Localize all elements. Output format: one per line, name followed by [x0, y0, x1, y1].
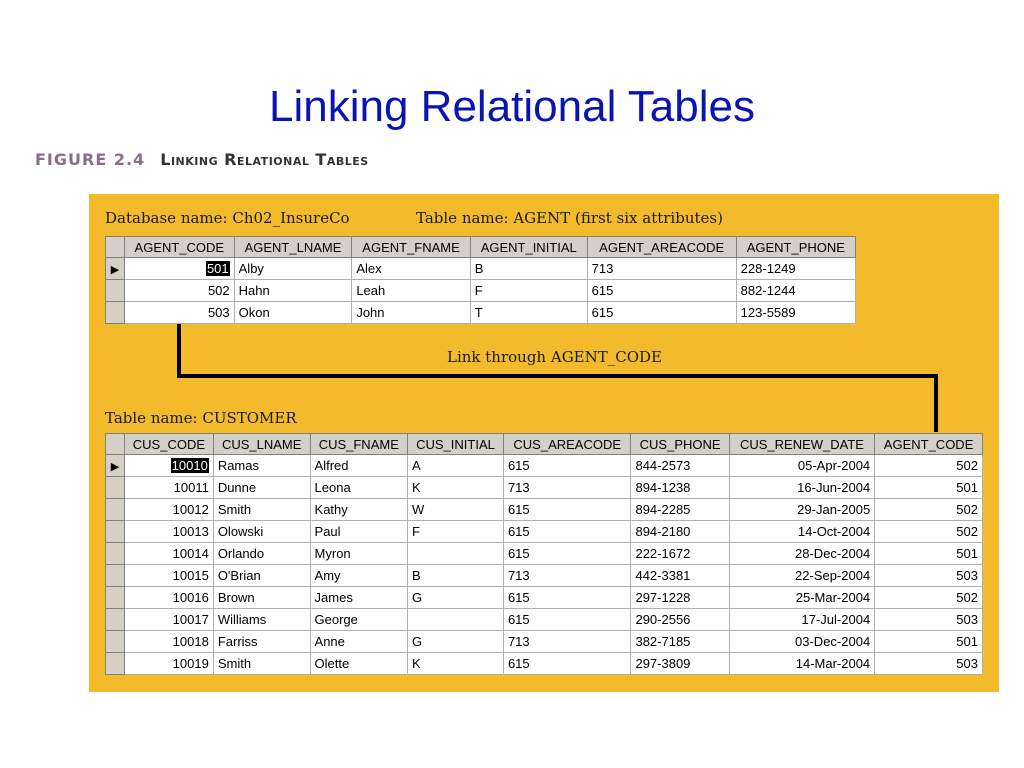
table-row[interactable]: [106, 258, 856, 280]
table-cell[interactable]: 29-Jan-2005: [729, 499, 874, 521]
link-line-horizontal: [177, 374, 938, 378]
table-cell[interactable]: K: [408, 653, 504, 675]
table-cell[interactable]: Leona: [310, 477, 408, 499]
cus-code-cell[interactable]: 10019: [125, 653, 214, 675]
cus-code-cell[interactable]: 10018: [125, 631, 214, 653]
table-cell[interactable]: 14-Mar-2004: [729, 653, 874, 675]
record-selector[interactable]: [106, 587, 125, 609]
table-cell[interactable]: Kathy: [310, 499, 408, 521]
table-cell[interactable]: 882-1244: [736, 280, 855, 302]
record-selector[interactable]: [106, 477, 125, 499]
table-cell[interactable]: T: [470, 302, 587, 324]
customer-table: [105, 433, 983, 675]
table-cell[interactable]: [408, 609, 504, 631]
customer-col-header[interactable]: AGENT_CODE: [875, 434, 983, 455]
table-cell[interactable]: 844-2573: [631, 455, 729, 477]
table-cell[interactable]: 713: [503, 631, 631, 653]
table-cell[interactable]: 25-Mar-2004: [729, 587, 874, 609]
table-cell[interactable]: Myron: [310, 543, 408, 565]
table-cell[interactable]: Smith: [213, 499, 310, 521]
customer-col-header[interactable]: CUS_PHONE: [631, 434, 729, 455]
table-cell[interactable]: 894-1238: [631, 477, 729, 499]
table-cell[interactable]: 615: [587, 302, 736, 324]
table-cell[interactable]: 713: [503, 477, 631, 499]
record-selector[interactable]: [106, 302, 125, 324]
table-cell[interactable]: 615: [587, 280, 736, 302]
table-cell[interactable]: Alby: [234, 258, 352, 280]
agent-code-cell[interactable]: 503: [875, 565, 983, 587]
table-cell[interactable]: F: [408, 521, 504, 543]
table-cell[interactable]: Hahn: [234, 280, 352, 302]
table-cell[interactable]: Ramas: [213, 455, 310, 477]
agent-code-cell[interactable]: 502: [875, 499, 983, 521]
table-cell[interactable]: Olowski: [213, 521, 310, 543]
agent-col-header[interactable]: AGENT_AREACODE: [587, 237, 736, 258]
agent-code-cell[interactable]: 501: [125, 258, 235, 280]
table-cell[interactable]: Leah: [352, 280, 470, 302]
link-label: Link through AGENT_CODE: [447, 348, 663, 366]
agent-code-cell[interactable]: 502: [875, 521, 983, 543]
table-cell[interactable]: James: [310, 587, 408, 609]
table-cell[interactable]: 442-3381: [631, 565, 729, 587]
table-cell[interactable]: 382-7185: [631, 631, 729, 653]
customer-col-header[interactable]: CUS_RENEW_DATE: [729, 434, 874, 455]
cus-code-cell[interactable]: 10016: [125, 587, 214, 609]
record-selector[interactable]: [106, 653, 125, 675]
table-cell[interactable]: 290-2556: [631, 609, 729, 631]
table-cell[interactable]: Brown: [213, 587, 310, 609]
agent-code-cell[interactable]: 501: [875, 477, 983, 499]
record-selector[interactable]: [106, 455, 125, 477]
record-selector-arrow-icon: ▶: [110, 461, 120, 473]
record-selector[interactable]: [106, 258, 125, 280]
agent-code-cell[interactable]: 501: [875, 631, 983, 653]
cus-code-cell[interactable]: 10012: [125, 499, 214, 521]
table-cell[interactable]: B: [470, 258, 587, 280]
table-cell[interactable]: Anne: [310, 631, 408, 653]
record-selector[interactable]: [106, 565, 125, 587]
table-cell[interactable]: 28-Dec-2004: [729, 543, 874, 565]
table-cell[interactable]: 05-Apr-2004: [729, 455, 874, 477]
table-row[interactable]: [106, 455, 983, 477]
table-cell[interactable]: O'Brian: [213, 565, 310, 587]
agent-code-cell[interactable]: 503: [875, 653, 983, 675]
table-cell[interactable]: K: [408, 477, 504, 499]
agent-table: [105, 236, 856, 324]
agent-table-label: Table name: AGENT (first six attributes): [416, 209, 723, 227]
table-cell[interactable]: Amy: [310, 565, 408, 587]
table-cell[interactable]: [408, 543, 504, 565]
figure-panel: [89, 194, 999, 692]
table-row[interactable]: [106, 280, 856, 302]
agent-header-row: [106, 237, 856, 258]
table-row[interactable]: [106, 653, 983, 675]
customer-table-label: Table name: CUSTOMER: [105, 409, 297, 427]
figure-caption: [35, 150, 369, 169]
table-cell[interactable]: 297-3809: [631, 653, 729, 675]
table-cell[interactable]: A: [408, 455, 504, 477]
table-row[interactable]: [106, 477, 983, 499]
agent-selector-header: [106, 237, 125, 258]
table-cell[interactable]: 222-1672: [631, 543, 729, 565]
table-cell[interactable]: Olette: [310, 653, 408, 675]
table-cell[interactable]: Orlando: [213, 543, 310, 565]
table-cell[interactable]: Williams: [213, 609, 310, 631]
slide-title: Linking Relational Tables: [269, 82, 755, 131]
table-cell[interactable]: George: [310, 609, 408, 631]
cus-code-cell[interactable]: 10017: [125, 609, 214, 631]
customer-col-header[interactable]: CUS_CODE: [125, 434, 214, 455]
table-row[interactable]: [106, 521, 983, 543]
table-cell[interactable]: 713: [587, 258, 736, 280]
figure-title: Linking Relational Tables: [160, 150, 369, 169]
table-cell[interactable]: Alfred: [310, 455, 408, 477]
link-line-left: [177, 324, 181, 377]
table-cell[interactable]: 713: [503, 565, 631, 587]
record-selector[interactable]: [106, 499, 125, 521]
table-cell[interactable]: Paul: [310, 521, 408, 543]
cus-code-cell[interactable]: 10014: [125, 543, 214, 565]
customer-selector-header: [106, 434, 125, 455]
table-cell[interactable]: 123-5589: [736, 302, 855, 324]
table-cell[interactable]: 615: [503, 653, 631, 675]
table-cell[interactable]: 615: [503, 543, 631, 565]
record-selector[interactable]: [106, 609, 125, 631]
agent-col-header[interactable]: AGENT_PHONE: [736, 237, 855, 258]
record-selector-arrow-icon: ▶: [110, 264, 120, 276]
agent-code-cell[interactable]: 503: [125, 302, 235, 324]
table-cell[interactable]: 14-Oct-2004: [729, 521, 874, 543]
record-selector[interactable]: [106, 543, 125, 565]
table-cell[interactable]: 894-2285: [631, 499, 729, 521]
cus-code-cell[interactable]: 10015: [125, 565, 214, 587]
customer-col-header[interactable]: CUS_LNAME: [213, 434, 310, 455]
table-cell[interactable]: 03-Dec-2004: [729, 631, 874, 653]
table-row[interactable]: [106, 631, 983, 653]
database-name-label: Database name: Ch02_InsureCo: [105, 209, 350, 227]
table-row[interactable]: [106, 565, 983, 587]
table-cell[interactable]: 615: [503, 499, 631, 521]
link-line-right: [934, 374, 938, 432]
table-cell[interactable]: 615: [503, 587, 631, 609]
agent-col-header[interactable]: AGENT_INITIAL: [470, 237, 587, 258]
agent-code-cell[interactable]: 502: [875, 587, 983, 609]
table-cell[interactable]: Dunne: [213, 477, 310, 499]
table-cell[interactable]: John: [352, 302, 470, 324]
record-selector[interactable]: [106, 521, 125, 543]
agent-code-cell[interactable]: 503: [875, 609, 983, 631]
table-cell[interactable]: G: [408, 587, 504, 609]
table-cell[interactable]: Alex: [352, 258, 470, 280]
agent-code-cell[interactable]: 501: [875, 543, 983, 565]
table-cell[interactable]: 894-2180: [631, 521, 729, 543]
table-row[interactable]: [106, 499, 983, 521]
agent-code-cell[interactable]: 502: [875, 455, 983, 477]
table-cell[interactable]: B: [408, 565, 504, 587]
table-cell[interactable]: 615: [503, 521, 631, 543]
customer-col-header[interactable]: CUS_INITIAL: [408, 434, 504, 455]
customer-col-header[interactable]: CUS_AREACODE: [503, 434, 631, 455]
cus-code-cell[interactable]: 10010: [125, 455, 214, 477]
record-selector[interactable]: [106, 631, 125, 653]
table-cell[interactable]: 17-Jul-2004: [729, 609, 874, 631]
cus-code-cell[interactable]: 10011: [125, 477, 214, 499]
agent-col-header[interactable]: AGENT_FNAME: [352, 237, 470, 258]
table-cell[interactable]: Okon: [234, 302, 352, 324]
agent-col-header[interactable]: AGENT_CODE: [125, 237, 235, 258]
table-cell[interactable]: G: [408, 631, 504, 653]
table-cell[interactable]: 297-1228: [631, 587, 729, 609]
table-row[interactable]: [106, 587, 983, 609]
table-cell[interactable]: Farriss: [213, 631, 310, 653]
table-cell[interactable]: F: [470, 280, 587, 302]
table-cell[interactable]: 16-Jun-2004: [729, 477, 874, 499]
customer-header-row: [106, 434, 983, 455]
table-cell[interactable]: 615: [503, 609, 631, 631]
record-selector[interactable]: [106, 280, 125, 302]
agent-code-cell[interactable]: 502: [125, 280, 235, 302]
table-cell[interactable]: Smith: [213, 653, 310, 675]
agent-col-header[interactable]: AGENT_LNAME: [234, 237, 352, 258]
table-row[interactable]: [106, 609, 983, 631]
table-cell[interactable]: W: [408, 499, 504, 521]
cus-code-cell[interactable]: 10013: [125, 521, 214, 543]
table-row[interactable]: [106, 543, 983, 565]
table-row[interactable]: [106, 302, 856, 324]
customer-body: [106, 455, 983, 675]
customer-col-header[interactable]: CUS_FNAME: [310, 434, 408, 455]
figure-number: FIGURE 2.4: [35, 150, 146, 169]
table-cell[interactable]: 615: [503, 455, 631, 477]
table-cell[interactable]: 22-Sep-2004: [729, 565, 874, 587]
table-cell[interactable]: 228-1249: [736, 258, 855, 280]
